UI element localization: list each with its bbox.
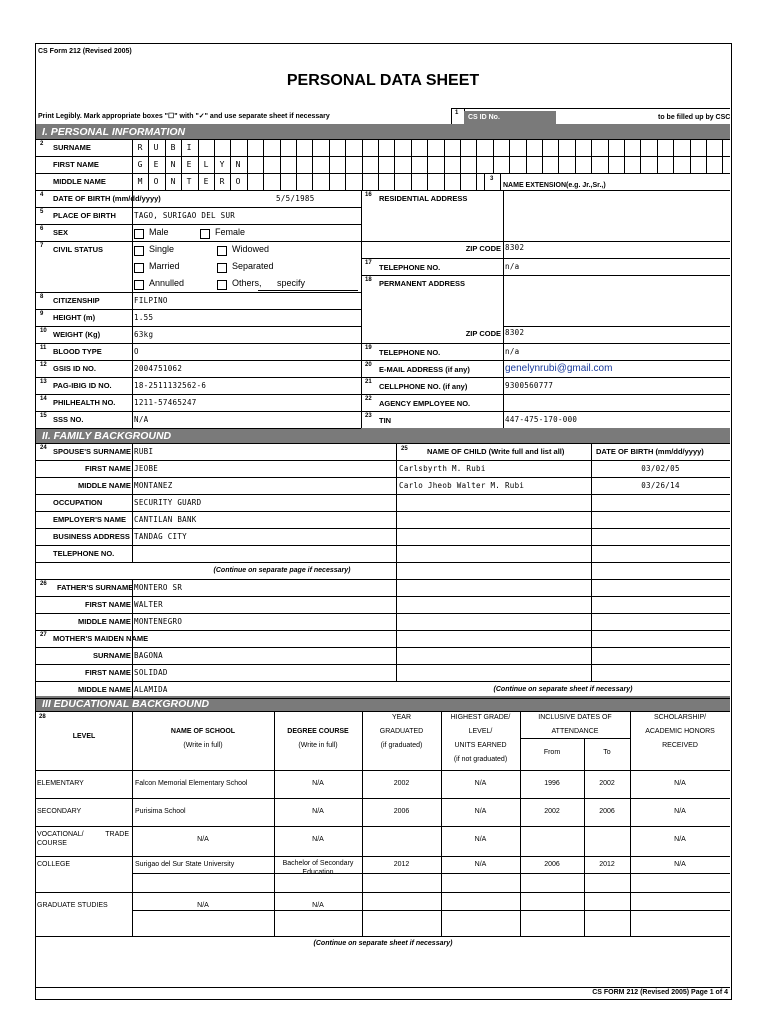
child-name-header: NAME OF CHILD (Write full and list all): [427, 447, 565, 456]
tin-value[interactable]: 447-475-170-000: [505, 415, 578, 424]
education-from[interactable]: 2002: [544, 808, 560, 815]
surname-char: U: [153, 143, 159, 152]
height-number: 9: [40, 311, 44, 317]
firstname-char: L: [203, 160, 209, 169]
year-header-2: GRADUATED: [379, 728, 424, 735]
sss-value[interactable]: N/A: [134, 415, 149, 424]
occupation-label: OCCUPATION: [53, 498, 103, 507]
blood-type-label: BLOOD TYPE: [53, 347, 102, 356]
male-option-label: Male: [149, 227, 169, 237]
philhealth-label: PHILHEALTH NO.: [53, 398, 116, 407]
philhealth-value[interactable]: 1211-57465247: [134, 398, 197, 407]
sex-number: 6: [40, 226, 44, 232]
mother-maiden-name-number: 27: [40, 632, 47, 638]
csid-note: to be filled up by CSC: [658, 114, 731, 121]
specify-label: specify: [277, 278, 306, 288]
widowed-option-label: Widowed: [232, 244, 270, 254]
education-honors[interactable]: N/A: [674, 780, 686, 787]
grade-header-1: HIGHEST GRADE/: [450, 714, 511, 721]
education-level: SECONDARY: [37, 808, 82, 815]
spouse-surname-value[interactable]: RUBI: [134, 447, 154, 456]
others-checkbox[interactable]: [217, 280, 227, 290]
permanent-address-label: PERMANENT ADDRESS: [379, 279, 465, 288]
firstname-label: FIRST NAME: [53, 160, 99, 169]
pagibig-label: PAG-IBIG ID NO.: [53, 381, 112, 390]
education-to[interactable]: 2002: [599, 780, 615, 787]
page-title: PERSONAL DATA SHEET: [286, 72, 480, 89]
single-checkbox[interactable]: [134, 246, 144, 256]
education-honors[interactable]: N/A: [674, 808, 686, 815]
section-personal-information: I. PERSONAL INFORMATION: [36, 124, 730, 139]
female-checkbox[interactable]: [200, 229, 210, 239]
spouse-first-name-value[interactable]: JEOBE: [134, 464, 159, 473]
section-family-background: II. FAMILY BACKGROUND: [36, 428, 730, 443]
mother-first-name-label: FIRST NAME: [85, 668, 131, 677]
father-first-name-label: FIRST NAME: [85, 600, 131, 609]
separated-option-label: Separated: [232, 261, 274, 271]
others-option-label: Others,: [232, 278, 262, 288]
tin-number: 23: [365, 413, 372, 419]
education-year[interactable]: 2012: [393, 861, 410, 868]
father-middle-name-value[interactable]: MONTENEGRO: [134, 617, 183, 626]
widowed-checkbox[interactable]: [217, 246, 227, 256]
middlename-label: MIDDLE NAME: [53, 177, 106, 186]
grade-header-4: (if not graduated): [453, 756, 508, 763]
blood-type-value[interactable]: O: [134, 347, 139, 356]
middlename-char: N: [170, 177, 176, 186]
spouse-first-name-label: FIRST NAME: [85, 464, 131, 473]
father-surname-label: FATHER'S SURNAME: [57, 583, 134, 592]
telephone-1-label: TELEPHONE NO.: [379, 263, 441, 272]
from-header: From: [543, 749, 561, 756]
education-school[interactable]: Falcon Memorial Elementary School: [135, 780, 248, 787]
year-header-1: YEAR: [391, 714, 412, 721]
telephone-2-value[interactable]: n/a: [505, 347, 520, 356]
cellphone-number: 21: [365, 379, 372, 385]
father-surname-value[interactable]: MONTERO SR: [134, 583, 183, 592]
email-label: E-MAIL ADDRESS (if any): [379, 365, 470, 374]
firstname-char: G: [137, 160, 143, 169]
education-from[interactable]: 1996: [544, 780, 560, 787]
married-option-label: Married: [149, 261, 180, 271]
employer-name-value[interactable]: CANTILAN BANK: [134, 515, 197, 524]
education-honors[interactable]: N/A: [674, 861, 686, 868]
education-degree[interactable]: N/A: [312, 808, 324, 815]
telephone-1-value[interactable]: n/a: [505, 262, 520, 271]
middlename-char: O: [153, 177, 159, 186]
education-level: COLLEGE: [37, 861, 71, 868]
pagibig-value[interactable]: 18-2511132562-6: [134, 381, 207, 390]
father-first-name-value[interactable]: WALTER: [134, 600, 163, 609]
child-dob[interactable]: 03/02/05: [641, 464, 680, 473]
cellphone-label: CELLPHONE NO. (if any): [379, 382, 468, 391]
permanent-address-number: 18: [365, 277, 372, 283]
cellphone-value[interactable]: 9300560777: [505, 381, 554, 390]
telephone-2-label: TELEPHONE NO.: [379, 348, 441, 357]
female-option-label: Female: [215, 227, 246, 237]
height-label: HEIGHT (m): [53, 313, 96, 322]
telephone-1-number: 17: [365, 260, 372, 266]
employer-name-label: EMPLOYER'S NAME: [53, 515, 127, 524]
gsis-label: GSIS ID NO.: [53, 364, 96, 373]
tin-label: TIN: [379, 416, 392, 425]
philhealth-number: 14: [40, 396, 47, 402]
email-number: 20: [365, 362, 372, 368]
citizenship-number: 8: [40, 294, 44, 300]
blood-type-number: 11: [40, 345, 47, 351]
dates-header-1: INCLUSIVE DATES OF: [538, 714, 612, 721]
email-value[interactable]: genelynrubi@gmail.com: [505, 363, 613, 374]
sss-label: SSS NO.: [53, 415, 84, 424]
mother-first-name-value[interactable]: SOLIDAD: [134, 668, 168, 677]
weight-value[interactable]: 63kg: [134, 330, 154, 339]
csid-label: CS ID No.: [468, 114, 500, 121]
surname-char: B: [170, 143, 176, 152]
mother-surname-value[interactable]: BAGONA: [134, 651, 163, 660]
education-level: VOCATIONAL/ TRADE COURSE: [37, 831, 129, 847]
level-header: LEVEL: [72, 733, 96, 740]
name-extension-label: NAME EXTENSION(e.g. Jr.,Sr.,): [503, 182, 606, 189]
child-name[interactable]: Carlo Jheob Walter M. Rubi: [399, 481, 525, 490]
csid-number: 1: [455, 110, 459, 116]
mother-maiden-name-label: MOTHER'S MAIDEN NAME: [53, 634, 149, 643]
single-option-label: Single: [149, 244, 175, 254]
father-surname-number: 26: [40, 581, 47, 587]
child-name[interactable]: Carlsbyrth M. Rubi: [399, 464, 486, 473]
grade-header-3: UNITS EARNED: [454, 742, 507, 749]
firstname-char: N: [235, 160, 241, 169]
residential-address-label: RESIDENTIAL ADDRESS: [379, 194, 468, 203]
firstname-char: Y: [219, 160, 225, 169]
education-school[interactable]: Surigao del Sur State University: [135, 861, 235, 868]
mother-surname-label: SURNAME: [93, 651, 131, 660]
sex-label: SEX: [53, 228, 69, 237]
middlename-char: O: [235, 177, 241, 186]
zip-code-2[interactable]: 8302: [505, 328, 525, 337]
dob-value[interactable]: 5/5/1985: [276, 194, 315, 203]
surname-char: I: [186, 143, 192, 152]
business-address-value[interactable]: TANDAG CITY: [134, 532, 187, 541]
honors-header-3: RECEIVED: [662, 742, 698, 749]
child-number: 25: [401, 446, 408, 452]
separated-checkbox[interactable]: [217, 263, 227, 273]
agency-employee-no-label: AGENCY EMPLOYEE NO.: [379, 399, 471, 408]
spouse-middle-name-value[interactable]: MONTANEZ: [134, 481, 173, 490]
school-subheader: (Write in full): [183, 742, 223, 749]
education-school[interactable]: N/A: [197, 836, 209, 843]
child-dob[interactable]: 03/26/14: [641, 481, 680, 490]
personal-data-sheet-form: CS Form 212 (Revised 2005) PERSONAL DATA SHEET Print Legibly. Mark appropriate boxes "☐" with "✓" and use separate sheet if necessary 1 CS ID No. to be filled up by CSC I. PERSONAL INFORMATION 2 SURNAME FIRST NAME MIDDLE NAME 3 NAME EXTENSION(e.g. Jr.,Sr.,) II. FAMILY BACKGROUND III EDUCATIONAL BACKGROUND CS FORM 212 (Revised 2005) Page 1 of 4 R U B I G E N E L Y N M O N T E R O 4 DATE OF BIRTH (mm/dd/yyyy) 5/5/1985 5 PLACE OF BIRTH TAGO, SURIGAO DEL SUR 6 SEX 7 CIVIL STATUS 8 CITIZENSHIP FILPINO 9 HEIGHT (m) 1.55 10 WEIGHT (Kg) 63kg 11 BLOOD TYPE O 12 GSIS ID NO. 2004751062 13 PAG-IBIG ID NO. 18-2511132562-6 14 PHILHEALTH NO. 1211-57465247 15 SSS NO. N/A Male Female Single Widowed Married Separated Annulled Others, specify 16 RESIDENTIAL ADDRESS 17 TELEPHONE NO. n/a 18 PERMANENT ADDRESS 19 TELEPHONE NO. n/a 20 E-MAIL ADDRESS (if any) genelynrubi@gmail.com 21 CELLPHONE NO. (if any) 9300560777 22 AGENCY EMPLOYEE NO. 23 TIN 447-475-170-000 ZIP CODE 8302 ZIP CODE 8302 24 SPOUSE'S SURNAME RUBI FIRST NAME JEOBE MIDDLE NAME MONTANEZ OCCUPATION SECURITY GUARD EMPLOYER'S NAME CANTILAN BANK BUSINESS ADDRESS TANDAG CITY TELEPHONE NO. (Continue on separate page if necessary) 26 FATHER'S SURNAME MONTERO SR FIRST NAME WALTER MIDDLE NAME MONTENEGRO 27 MOTHER'S MAIDEN NAME SURNAME BAGONA FIRST NAME SOLIDAD MIDDLE NAME ALAMIDA 25 NAME OF CHILD (Write full and list all) DATE OF BIRTH (mm/dd/yyyy) Carlsbyrth M. Rubi 03/02/05 Carlo Jheob Walter M. Rubi 03/26/14 (Continue on separate sheet if necessary) 28 LEVEL NAME OF SCHOOL (Write in full) DEGREE COURSE (Write in full) YEAR GRADUATED (if graduated) HIGHEST GRADE/ LEVEL/ UNITS EARNED (if not graduated) INCLUSIVE DATES OF ATTENDANCE From To SCHOLARSHIP/ ACADEMIC HONORS RECEIVED ELEMENTARY Falcon Memorial Elementary School N/A 2002 N/A 1996 2002 N/A SECONDARY Purisima School N/A 2006 N/A 2002 2006 N/A VOCATIONAL/ TRADE COURSE N/A N/A N/A N/A COLLEGE Surigao del Sur State University Bachelor of Secondary Education 2012 N/A 2006 2012 N/A GRADUATE STUDIES N/A N/A (Continue on separate sheet if necessary): [35, 43, 732, 1000]
education-degree[interactable]: N/A: [312, 780, 324, 787]
grade-header-2: LEVEL/: [468, 728, 493, 735]
annulled-checkbox[interactable]: [134, 280, 144, 290]
spouse-telephone-label: TELEPHONE NO.: [53, 549, 115, 558]
education-grade[interactable]: N/A: [474, 808, 487, 815]
dob-number: 4: [40, 192, 44, 198]
education-degree[interactable]: N/A: [312, 902, 324, 909]
education-from[interactable]: 2006: [544, 861, 560, 868]
spouse-middle-name-label: MIDDLE NAME: [78, 481, 131, 490]
annulled-option-label: Annulled: [149, 278, 185, 288]
to-header: To: [603, 749, 611, 756]
spouse-surname-label: SPOUSE'S SURNAME: [53, 447, 132, 456]
honors-header-2: ACADEMIC HONORS: [645, 728, 715, 735]
civil-status-number: 7: [40, 243, 44, 249]
gsis-value[interactable]: 2004751062: [134, 364, 183, 373]
education-grade[interactable]: N/A: [474, 861, 487, 868]
family-continue-sheet-note: (Continue on separate sheet if necessary): [493, 686, 633, 693]
education-degree[interactable]: N/A: [312, 836, 324, 843]
form-code: CS Form 212 (Revised 2005): [38, 48, 132, 55]
degree-header: DEGREE COURSE: [287, 728, 349, 735]
year-header-3: (if graduated): [380, 742, 423, 749]
height-value[interactable]: 1.55: [134, 313, 154, 322]
civil-status-label: CIVIL STATUS: [53, 245, 104, 254]
telephone-2-number: 19: [365, 345, 372, 351]
education-degree[interactable]: Bachelor of Secondary Education: [282, 860, 354, 877]
married-checkbox[interactable]: [134, 263, 144, 273]
surname-char: R: [137, 143, 143, 152]
citizenship-value[interactable]: FILPINO: [134, 296, 168, 305]
middlename-char: R: [219, 177, 225, 186]
weight-number: 10: [40, 328, 47, 334]
degree-subheader: (Write in full): [298, 742, 338, 749]
agency-employee-no-number: 22: [365, 396, 372, 402]
education-year[interactable]: 2002: [393, 780, 410, 787]
middlename-char: M: [137, 177, 143, 186]
zip-code-label-2: ZIP CODE: [465, 329, 501, 338]
education-school[interactable]: Purisima School: [135, 808, 186, 815]
education-to[interactable]: 2012: [599, 861, 615, 868]
education-school[interactable]: N/A: [197, 902, 209, 909]
education-continue-note: (Continue on separate sheet if necessary): [313, 940, 453, 947]
education-level: ELEMENTARY: [37, 780, 84, 787]
child-dob-header: DATE OF BIRTH (mm/dd/yyyy): [596, 447, 704, 456]
pob-number: 5: [40, 209, 44, 215]
middlename-char: E: [203, 177, 209, 186]
education-year[interactable]: 2006: [393, 808, 410, 815]
pagibig-number: 13: [40, 379, 47, 385]
residential-address-number: 16: [365, 192, 372, 198]
honors-header-1: SCHOLARSHIP/: [653, 714, 707, 721]
zip-code-label-1: ZIP CODE: [465, 244, 501, 253]
dob-label: DATE OF BIRTH (mm/dd/yyyy): [53, 194, 161, 203]
business-address-label: BUSINESS ADDRESS: [53, 532, 130, 541]
spouse-surname-number: 24: [40, 445, 47, 451]
education-level: GRADUATE STUDIES: [37, 902, 108, 909]
sss-number: 15: [40, 413, 47, 419]
education-number: 28: [39, 714, 46, 720]
education-honors[interactable]: N/A: [674, 836, 686, 843]
mother-middle-name-value[interactable]: ALAMIDA: [134, 685, 168, 694]
pob-value[interactable]: TAGO, SURIGAO DEL SUR: [134, 211, 236, 220]
dates-header-2: ATTENDANCE: [551, 728, 599, 735]
middlename-char: T: [186, 177, 192, 186]
mother-middle-name-label: MIDDLE NAME: [78, 685, 131, 694]
occupation-value[interactable]: SECURITY GUARD: [134, 498, 202, 507]
pob-label: PLACE OF BIRTH: [53, 211, 116, 220]
education-grade[interactable]: N/A: [474, 836, 487, 843]
zip-code-1[interactable]: 8302: [505, 243, 525, 252]
surname-label: SURNAME: [53, 143, 91, 152]
instructions: Print Legibly. Mark appropriate boxes "☐" with "✓" and use separate sheet if necessary: [38, 113, 330, 120]
weight-label: WEIGHT (Kg): [53, 330, 101, 339]
family-continue-note: (Continue on separate page if necessary): [213, 567, 351, 574]
section-educational-background: III EDUCATIONAL BACKGROUND: [36, 696, 730, 711]
male-checkbox[interactable]: [134, 229, 144, 239]
firstname-char: N: [170, 160, 176, 169]
education-to[interactable]: 2006: [599, 808, 615, 815]
education-grade[interactable]: N/A: [474, 780, 487, 787]
footer-form-code: CS FORM 212 (Revised 2005) Page 1 of 4: [592, 989, 728, 996]
gsis-number: 12: [40, 362, 47, 368]
firstname-char: E: [153, 160, 159, 169]
father-middle-name-label: MIDDLE NAME: [78, 617, 131, 626]
citizenship-label: CITIZENSHIP: [53, 296, 100, 305]
school-header: NAME OF SCHOOL: [170, 728, 236, 735]
firstname-char: E: [186, 160, 192, 169]
